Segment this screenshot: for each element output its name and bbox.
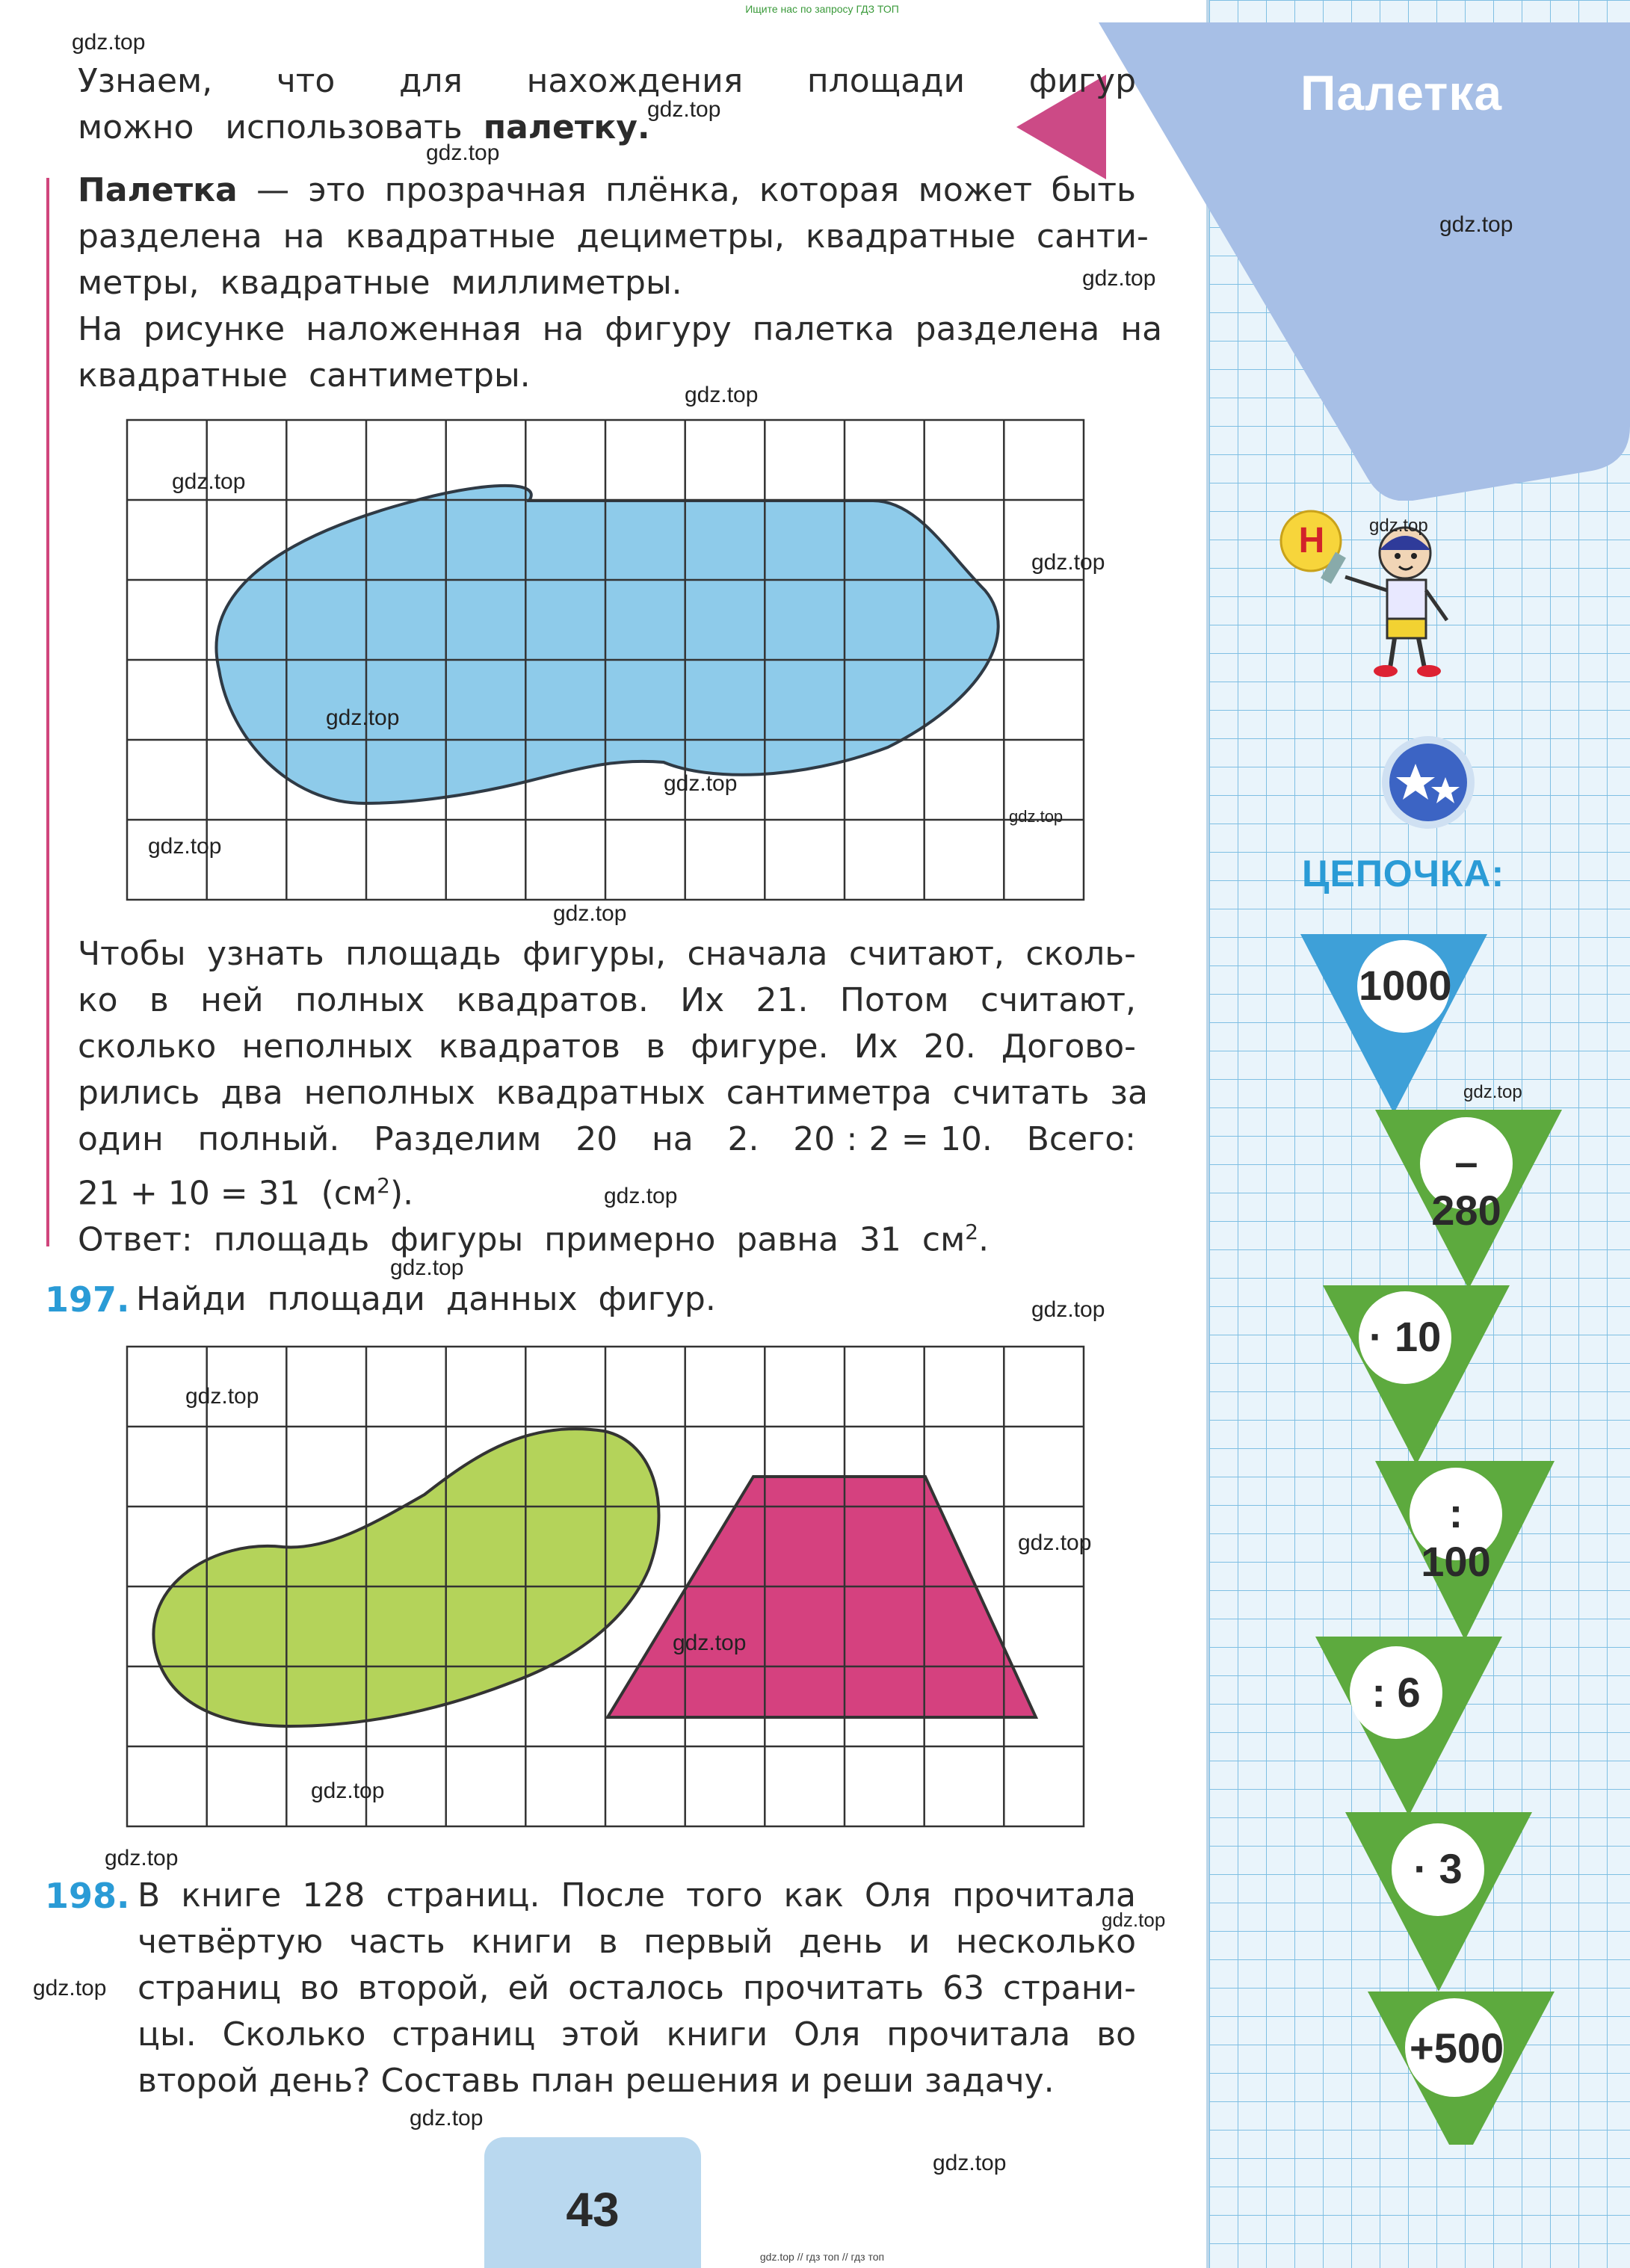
grid-lines-1 [127,420,1084,900]
task-197-number: 197. [45,1279,130,1320]
explanation-line-5: один полный. Разделим 20 на 2. 20 : 2 = 10. Всего: [78,1120,1136,1158]
watermark: gdz.top [647,97,721,122]
definition-line-2: разделена на квадратные дециметры, квадратные санти- [78,217,1149,256]
watermark: gdz.top [1009,807,1063,826]
watermark: gdz.top [1463,1082,1522,1102]
chain-value-5: : 6 [1371,1669,1421,1716]
watermark: gdz.top [673,1631,747,1655]
watermark: gdz.top [685,383,759,407]
margin-line [46,178,49,1246]
task-198-line-1: В книге 128 страниц. После того как Оля прочитала [138,1876,1136,1915]
green-shape [153,1429,658,1726]
watermark: gdz.top [105,1846,179,1870]
explanation-line-3: сколько неполных квадратов в фигуре. Их 20. Догово- [78,1028,1136,1066]
topic-title: Палетка [1300,65,1503,120]
chain-value-4: : 100 [1421,1489,1491,1585]
watermark: gdz.top [1102,1909,1166,1931]
explanation-line-1: Чтобы узнать площадь фигуры, сначала считают, сколь- [78,935,1136,973]
watermark: gdz.top [1369,516,1428,536]
watermark: gdz.top [426,140,500,165]
task-198-line-3: страниц во второй, ей осталось прочитать 63 страни- [138,1969,1136,2007]
grid-lines-2 [127,1347,1084,1826]
intro-bold-word: палетку. [483,108,650,146]
watermark: gdz.top [172,469,246,494]
watermark: gdz.top [185,1384,259,1409]
chain-value-1: 1000 [1359,962,1452,1009]
character-badge-letter: Н [1298,521,1325,560]
chain-value-2: –280 [1431,1138,1501,1234]
intro-line-1: Узнаем, что для нахождения площади фигур [78,62,1136,100]
watermark: gdz.top [72,30,146,55]
chain-title: ЦЕПОЧКА: [1302,853,1505,894]
watermark: gdz.top [604,1184,678,1208]
palette-figure-1 [126,418,1085,901]
watermark: gdz.top [1082,266,1156,291]
watermark: gdz.top [1439,212,1513,237]
watermark: gdz.top [1031,550,1105,575]
definition-line-5: квадратные сантиметры. [78,356,531,395]
palette-figure-2 [126,1345,1085,1828]
watermark: gdz.top [33,1976,107,2000]
watermark: gdz.top [410,2106,484,2131]
task-197-text: Найди площади данных фигур. [136,1280,716,1318]
stars-icon [1380,734,1477,831]
explanation-line-4: рились два неполных квадратных сантиметра считать за [78,1074,1148,1112]
explanation-line-2: ко в ней полных квадратов. Их 21. Потом считают, [78,981,1136,1019]
definition-line-1: Палетка — это прозрачная плёнка, которая может быть [78,171,1136,209]
watermark: gdz.top [553,901,627,926]
task-198-line-5: второй день? Составь план решения и реши задачу. [138,2062,1055,2100]
answer-line: Ответ: площадь фигуры примерно равна 31 $см^2$. [78,1220,990,1259]
footer-text: gdz.top // гдз топ // гдз топ [759,2251,885,2263]
task-198-number: 198. [45,1876,130,1916]
definition-line-4: На рисунке наложенная на фигуру палетка разделена на [78,310,1163,348]
task-198-line-2: четвёртую часть книги в первый день и несколько [138,1923,1136,1961]
watermark: gdz.top [390,1255,464,1280]
definition-term: Палетка [78,171,238,209]
watermark: gdz.top [326,705,400,730]
pink-trapezoid [608,1477,1036,1717]
watermark: gdz.top [311,1779,385,1803]
chain-value-6: · 3 [1413,1845,1463,1892]
watermark: gdz.top [1018,1530,1092,1555]
definition-line-3: метры, квадратные миллиметры. [78,264,682,302]
watermark: gdz.top [1031,1297,1105,1322]
chain-value-3: · 10 [1368,1313,1442,1360]
explanation-line-6: 21 + 10 = 31 $(см^2)$. [78,1173,414,1213]
top-banner: Ищите нас по запросу ГДЗ ТОП [745,3,899,15]
page-number: 43 [566,2183,620,2237]
watermark: gdz.top [933,2151,1007,2175]
intro-line-2: можно использовать палетку. [78,108,650,146]
watermark: gdz.top [148,834,222,859]
watermark: gdz.top [664,771,738,796]
blue-shape [216,486,998,803]
task-198-line-4: цы. Сколько страниц этой книги Оля прочитала во [138,2015,1136,2054]
chain-value-7: +500 [1410,2024,1504,2071]
